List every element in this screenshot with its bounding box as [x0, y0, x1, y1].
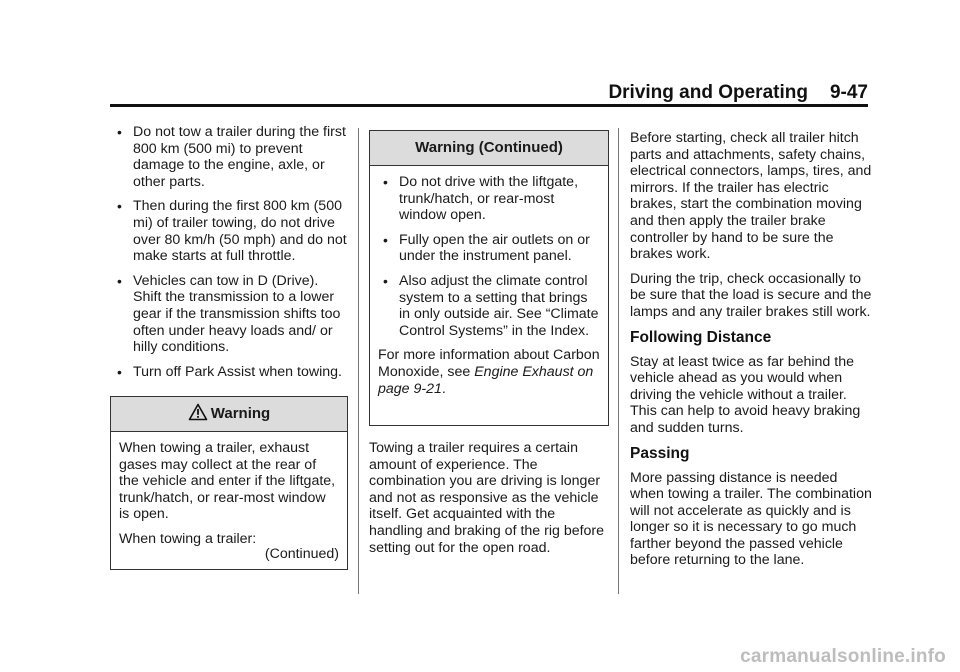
warning-body [370, 166, 608, 397]
watermark: carmanualsonline.info [740, 646, 946, 667]
page-header [110, 82, 868, 104]
note-text: For more information about Carbon Monoxide, see [378, 347, 600, 380]
list-item-text: Vehicles can tow in D (Drive). Shift the transmission to a lower gear if the transmission shifts too often under heavy loads and/ or hilly conditions. [133, 272, 341, 356]
list-item [112, 124, 350, 190]
list-item [378, 174, 600, 224]
list-item-text: Then during the first 800 km (500 mi) of trailer towing, do not drive over 80 km/h (50 mph) and do not make starts at full throttle. [133, 198, 347, 265]
header-rule [110, 104, 868, 107]
bullet-icon: • [117, 272, 122, 289]
warning-body [111, 432, 347, 562]
warning-title: Warning (Continued) [415, 138, 563, 156]
list-item [112, 198, 350, 264]
section-heading-passing: Passing [630, 444, 690, 462]
column-3 [630, 130, 872, 577]
warning-header [370, 131, 608, 166]
warning-title: Warning [210, 404, 271, 422]
list-item-text: Turn off Park Assist when towing. [133, 363, 342, 380]
page-number: 9-47 [829, 82, 868, 103]
warning-header [111, 397, 347, 432]
list-item-text: Fully open the air outlets on or under the instrument panel. [399, 231, 590, 265]
note-end: . [441, 380, 446, 397]
column-divider-1 [358, 128, 359, 594]
paragraph: Towing a trailer requires a certain amount of experience. The combination you are driving is longer and not as responsive as the vehicle itself. Get acquainted with the handling and braking of the rig before setting out for the open road. [369, 440, 605, 556]
column-2-text [369, 440, 609, 564]
list-item-text: Do not drive with the liftgate, trunk/hatch, or rear-most window open. [399, 174, 579, 224]
list-item-text: Also adjust the climate control system to a setting that brings in only outside air. See “Climate Control Systems” in the Index. [399, 272, 599, 339]
bullet-icon: • [117, 198, 122, 215]
column-divider-2 [618, 128, 619, 594]
bullet-icon: • [117, 363, 122, 380]
list-item [112, 364, 350, 381]
paragraph: During the trip, check occasionally to be sure that the load is secure and the lamps and any trailer brakes still work. [630, 270, 872, 320]
column-1 [112, 124, 350, 388]
warning-box [110, 396, 348, 570]
section-heading-following-distance: Following Distance [630, 328, 772, 346]
cross-reference-link[interactable]: Engine Exhaust on page 9-21 [378, 363, 594, 397]
paragraph: Stay at least twice as far behind the vehicle ahead as you would when driving the vehicle without a trailer. This can help to avoid heavy braking and sudden turns. [630, 353, 861, 436]
bullet-icon: • [117, 124, 122, 140]
bullet-icon: • [383, 272, 388, 289]
warning-note [378, 347, 600, 397]
continued-label: (Continued) [264, 545, 339, 562]
paragraph: More passing distance is needed when towing a trailer. The combination will not accelerate as quickly and is longer so it is necessary to go much farther beyond the passed vehicle before returning to the lane. [630, 469, 872, 569]
warning-paragraph: When towing a trailer, exhaust gases may collect at the rear of the vehicle and enter if the liftgate, trunk/hatch, or rear-most window is open. [119, 440, 336, 523]
bullet-icon: • [383, 231, 388, 248]
caution-triangle-icon [188, 403, 208, 426]
paragraph: Before starting, check all trailer hitch parts and attachments, safety chains, electrical connectors, lamps, tires, and mirrors. If the trailer has electric brakes, start the combination moving and then apply the trailer brake controller by hand to be sure the brakes work. [630, 130, 872, 263]
list-item [378, 232, 600, 265]
list-item-text: Do not tow a trailer during the first 800 km (500 mi) to prevent damage to the engine, axle, or other parts. [133, 124, 346, 190]
list-item [378, 273, 600, 339]
list-item [112, 273, 350, 356]
warning-paragraph: When towing a trailer: [119, 530, 257, 547]
section-title: Driving and Operating [608, 82, 808, 103]
warning-continued-box [369, 130, 609, 426]
bullet-icon: • [383, 174, 388, 190]
